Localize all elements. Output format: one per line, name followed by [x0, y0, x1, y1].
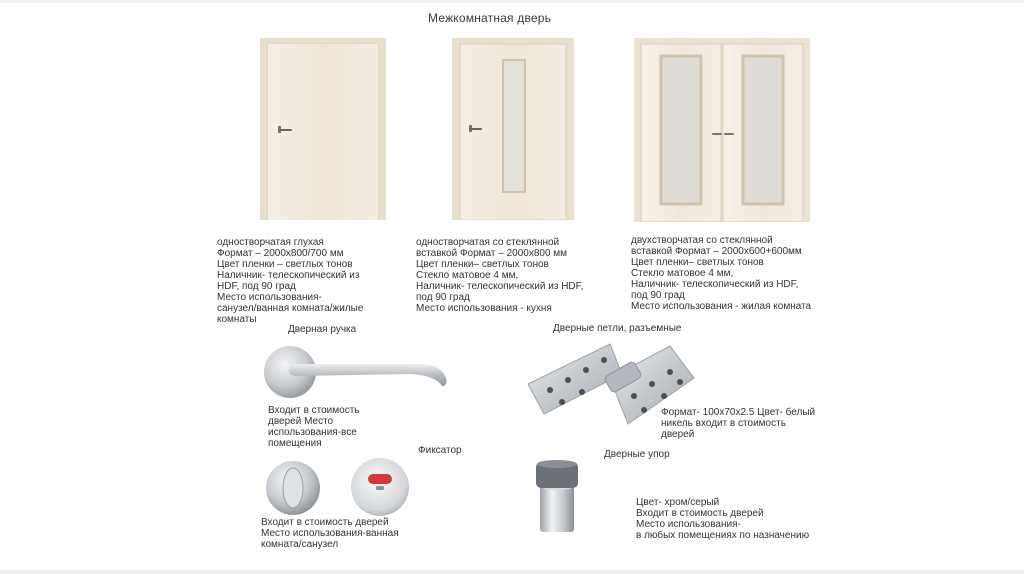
description-line: Входит в стоимость дверей — [261, 517, 389, 528]
description-line: Место использования-ванная — [261, 528, 399, 539]
single-solid-door-image — [260, 38, 386, 220]
description-line: Стекло матовое 4 мм, — [631, 268, 734, 279]
description-line: Наличник- телескопический из — [217, 270, 360, 281]
description-line: одностворчатая со стеклянной — [416, 237, 560, 248]
description-line: Место использования - жилая комната — [631, 301, 812, 312]
description-line: Цвет пленки– светлых тонов — [631, 257, 764, 268]
description-line: Цвет пленки– светлых тонов — [416, 259, 549, 270]
latch-indicator-image — [346, 456, 414, 518]
description-line: Входит в стоимость дверей — [636, 508, 764, 519]
top-border — [0, 0, 1024, 3]
description-line: комнаты — [217, 314, 257, 325]
page-title: Межкомнатная дверь — [428, 11, 552, 25]
single-glazed-door-image — [452, 38, 574, 220]
latch-label: Фиксатор — [418, 445, 462, 456]
bottom-border — [0, 570, 1024, 574]
door-handle-image — [262, 340, 458, 402]
description-line: Место использования - кухня — [416, 303, 552, 314]
description-line: HDF, под 90 град — [217, 281, 296, 292]
hinges-label: Дверные петли, разъемные — [553, 323, 682, 334]
description-line: комната/санузел — [261, 539, 339, 550]
description-line: вставкой Формат – 2000х600+600мм — [631, 246, 802, 257]
single-solid-door-description — [217, 237, 363, 325]
latch-knob-image — [263, 458, 323, 516]
description-line: дверей Место — [268, 416, 334, 427]
double-glazed-door-image — [634, 38, 810, 222]
stopper-description — [636, 497, 809, 541]
description-line: двухстворчатая со стеклянной — [631, 235, 773, 246]
description-line: Место использования- — [217, 292, 322, 303]
door-stopper-image — [526, 458, 588, 534]
description-line: Формат- 100х70х2.5 Цвет- белый — [661, 407, 816, 418]
description-line: Место использования- — [636, 519, 741, 530]
description-line: Входит в стоимость — [268, 405, 360, 416]
hinges-description — [661, 407, 815, 440]
double-glazed-door-description — [631, 235, 811, 312]
description-line: Наличник- телескопический из HDF, — [416, 281, 584, 292]
description-line: Цвет пленки – светлых тонов — [217, 259, 353, 270]
handle-label: Дверная ручка — [288, 324, 357, 335]
description-line: Стекло матовое 4 мм, — [416, 270, 519, 281]
stopper-label: Дверные упор — [604, 449, 670, 460]
description-line: в любых помещениях по назначению — [636, 530, 810, 541]
description-line: Формат – 2000х800/700 мм — [217, 248, 344, 259]
description-line: Наличник- телескопический из HDF, — [631, 279, 799, 290]
description-line: вставкой Формат – 2000х800 мм — [416, 248, 568, 259]
description-line: под 90 град — [631, 290, 685, 301]
description-line: Цвет- хром/серый — [636, 497, 720, 508]
handle-description — [268, 405, 360, 449]
description-line: использования-все — [268, 427, 357, 438]
description-line: под 90 град — [416, 292, 470, 303]
description-line: помещения — [268, 438, 322, 449]
description-line: одностворчатая глухая — [217, 237, 324, 248]
description-line: никель входит в стоимость — [661, 418, 786, 429]
description-line: дверей — [661, 429, 695, 440]
latch-description — [261, 517, 399, 550]
single-glazed-door-description — [416, 237, 583, 314]
description-line: санузел/ванная комната/жилые — [217, 303, 364, 314]
